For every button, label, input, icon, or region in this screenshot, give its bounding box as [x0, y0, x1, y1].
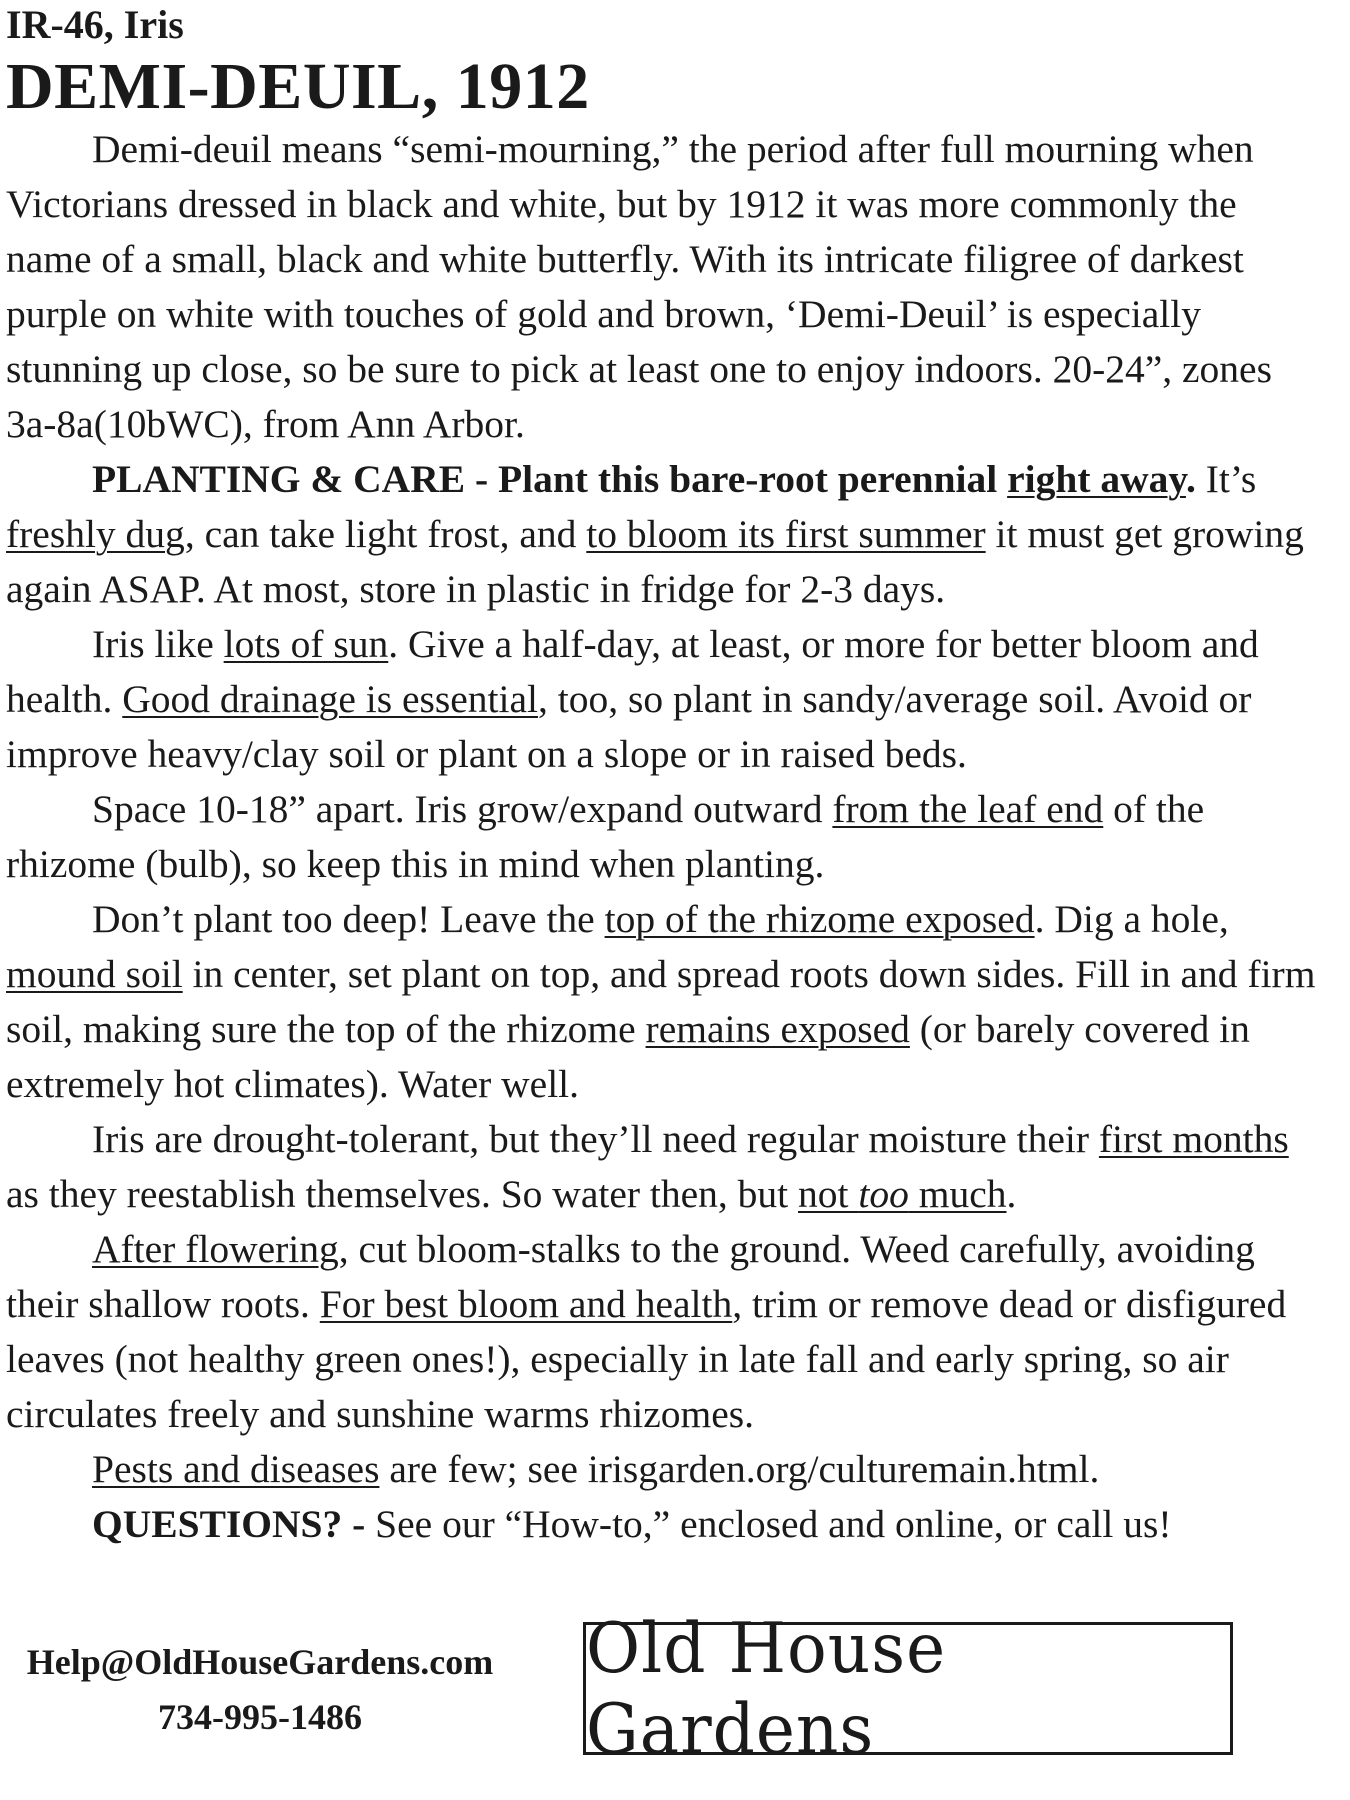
space-underlined-1: from the leaf end [832, 787, 1104, 831]
depth-underlined-3: remains exposed [645, 1007, 910, 1051]
depth-underlined-1: top of the rhizome exposed [604, 897, 1035, 941]
brand-logo-box [583, 1607, 1233, 1770]
questions-text: See our “How-to,” enclosed and online, or call us! [375, 1502, 1172, 1546]
space-text-2: of the rhizome (bulb), so keep this in mind when planting. [6, 787, 1205, 886]
water-paragraph [6, 1112, 1326, 1222]
footer-contact [6, 1635, 514, 1745]
page-title: DEMI-DEUIL, 1912 [6, 50, 590, 123]
depth-text-1: Don’t plant too deep! Leave the [92, 897, 605, 941]
space-text-1: Space 10-18” apart. Iris grow/expand outward [92, 787, 833, 831]
after-paragraph [6, 1222, 1326, 1442]
pests-paragraph [6, 1442, 1326, 1497]
sun-text-2: . Give a half-day, at least, or more for better bloom and health. [6, 622, 1259, 721]
after-text-1: , cut bloom-stalks to the ground. Weed carefully, avoiding their shallow roots. [6, 1227, 1255, 1326]
sun-text-3: , too, so plant in sandy/average soil. Avoid or improve heavy/clay soil or plant on a slope or in raised beds. [6, 677, 1252, 776]
depth-text-2: . Dig a hole, [1034, 897, 1229, 941]
planting-paragraph [6, 452, 1326, 617]
depth-paragraph [6, 892, 1326, 1112]
water-underlined-2 [798, 1172, 1006, 1216]
after-text-2: , trim or remove dead or disfigured leaves (not healthy green ones!), especially in late fall and early spring, so air circulates freely and sunshine warms rhizomes. [6, 1282, 1287, 1436]
depth-text-3: in center, set plant on top, and spread roots down sides. Fill in and firm soil, making sure the top of the rhizome [6, 952, 1316, 1051]
contact-email: Help@OldHouseGardens.com [26, 1642, 494, 1682]
planting-text-1: It’s [1195, 457, 1257, 501]
planting-text-2: , can take light frost, and [184, 512, 587, 556]
water-underlined-2a: not [798, 1172, 859, 1216]
instruction-sheet [6, 0, 1326, 1552]
product-code: IR-46, Iris [6, 2, 184, 47]
body-text [6, 122, 1326, 1552]
contact-phone: 734-995-1486 [158, 1697, 362, 1737]
water-underlined-2c: much [908, 1172, 1007, 1216]
water-text-1: Iris are drought-tolerant, but they’ll need regular moisture their [92, 1117, 1099, 1161]
depth-underlined-2: mound soil [6, 952, 183, 996]
planting-lead: Plant this bare-root perennial [497, 457, 1008, 501]
after-underlined-2: For best bloom and health [319, 1282, 733, 1326]
water-text-2: as they reestablish themselves. So water then, but [6, 1172, 799, 1216]
space-paragraph [6, 782, 1326, 892]
after-underlined-1: After flowering [92, 1227, 339, 1271]
water-underlined-1: first months [1098, 1117, 1289, 1161]
sun-text-1: Iris like [92, 622, 224, 666]
depth-text-4: (or barely covered in extremely hot climates). Water well. [6, 1007, 1250, 1106]
pests-text-1: are few; see irisgarden.org/culturemain.html. [379, 1447, 1100, 1491]
brand-logo: Old House Gardens [586, 1607, 947, 1770]
sun-underlined-2: Good drainage is essential [122, 677, 538, 721]
planting-heading: PLANTING & CARE - [92, 457, 498, 501]
planting-lead-end: . [1185, 457, 1196, 501]
sun-paragraph [6, 617, 1326, 782]
planting-underlined-2: to bloom its first summer [586, 512, 986, 556]
water-underlined-2b: too [858, 1172, 909, 1216]
planting-lead-underlined: right away [1007, 457, 1186, 501]
planting-underlined-1: freshly dug [6, 512, 185, 556]
questions-heading: QUESTIONS? - [92, 1502, 376, 1546]
water-text-3: . [1006, 1172, 1017, 1216]
planting-text-3: it must get growing again ASAP. At most, store in plastic in fridge for 2-3 days. [6, 512, 1304, 611]
intro-paragraph: Demi-deuil means “semi-mourning,” the period after full mourning when Victorians dressed in black and white, but by 1912 it was more commonly the name of a small, black and white butterfly. With its intricate filigree of darkest purple on white with touches of gold and brown, ‘Demi-Deuil’ is especially stunning up close, so be sure to pick at least one to enjoy indoors. 20-24”, zones 3a-8a(10bWC), from Ann Arbor. [6, 127, 1272, 446]
pests-underlined-1: Pests and diseases [92, 1447, 380, 1491]
sun-underlined-1: lots of sun [223, 622, 389, 666]
questions-paragraph [6, 1497, 1326, 1552]
